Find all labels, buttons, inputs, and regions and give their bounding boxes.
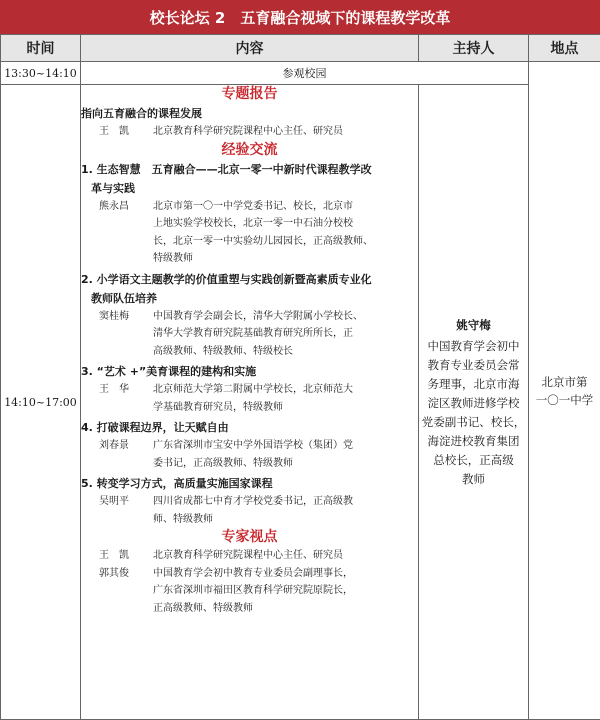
speaker-name: 窦桂梅 [99, 310, 129, 322]
speaker-desc: 四川省成都七中育才学校党委书记，正高级教 师、特级教师 [153, 496, 353, 525]
session-time: 14:10~17:00 [1, 85, 81, 720]
speaker-entry [81, 437, 418, 472]
speaker-desc: 广东省深圳市宝安中学外国语学校（集团）党 委书记，正高级教师、特级教师 [153, 440, 353, 469]
section-heading-report: 专题报告 [221, 86, 278, 102]
exchange-item [81, 160, 418, 268]
exchange-item [81, 418, 418, 472]
schedule-table [0, 34, 600, 720]
speaker-name: 王 凯 [99, 126, 129, 137]
speaker-desc: 北京市第一〇一中学党委书记、校长，北京市 上地实验学校校长，北京一零一中石油分校校 长，北京一零一中实验幼儿园园长，正高级教师、 特级教师 [153, 200, 373, 264]
speaker-entry [81, 123, 418, 141]
speaker-desc: 北京师范大学第二附属中学校长，北京师范大 学基础教育研究员，特级教师 [153, 384, 353, 413]
speaker-name: 刘春景 [99, 440, 129, 451]
item-title: 4. 打破课程边界，让天赋自由 [81, 421, 229, 434]
item-title: 2. 小学语文主题教学的价值重塑与实践创新暨高素质专业化 教师队伍培养 [81, 272, 372, 305]
session-content [81, 85, 419, 720]
item-title: 3. “艺术 +”美育课程的建构和实施 [81, 365, 257, 378]
speaker-entry [81, 308, 418, 361]
exchange-item [81, 270, 418, 361]
speaker-desc: 中国教育学会初中教育专业委员会副理事长， 广东省深圳市福田区教育科学研究院原院长， 正高级教师、特级教师 [153, 567, 353, 614]
speaker-name: 王 华 [99, 384, 129, 395]
header-venue: 地点 [529, 35, 600, 62]
host-name: 姚守梅 [456, 317, 491, 332]
exchange-item [81, 474, 418, 528]
row-visit [1, 62, 600, 85]
section-heading-expert: 专家视点 [221, 529, 278, 545]
report-topic: 指向五育融合的课程发展 [81, 107, 202, 120]
venue-line: 一〇一中学 [535, 392, 594, 407]
speaker-desc: 中国教育学会副会长，清华大学附属小学校长、 清华大学教育研究院基础教育研究所所长，正 高级教师、特级教师、特级校长 [153, 310, 363, 357]
speaker-name: 熊永昌 [99, 200, 129, 212]
speaker-desc: 北京教育科学研究院课程中心主任、研究员 [153, 550, 343, 561]
speaker-entry [81, 565, 418, 618]
header-content: 内容 [81, 35, 419, 62]
speaker-entry [81, 547, 418, 565]
speaker-entry [81, 493, 418, 528]
visit-time: 13:30~14:10 [1, 62, 81, 85]
host-cell [419, 85, 529, 720]
visit-content: 参观校园 [81, 62, 529, 85]
speaker-entry [81, 381, 418, 416]
section-heading-exchange: 经验交流 [221, 141, 278, 158]
item-title: 5. 转变学习方式，高质量实施国家课程 [81, 477, 273, 490]
header-host: 主持人 [419, 35, 529, 62]
header-time: 时间 [1, 35, 81, 62]
speaker-name: 王 凯 [99, 550, 129, 561]
forum-title: 校长论坛 2 五育融合视域下的课程教学改革 [0, 0, 600, 34]
venue-cell [529, 62, 600, 720]
speaker-name: 吴明平 [99, 496, 129, 507]
speaker-desc: 北京教育科学研究院课程中心主任、研究员 [153, 126, 343, 137]
row-session [1, 85, 600, 720]
speaker-name: 郭其俊 [99, 567, 129, 579]
venue-line: 北京市第 [541, 374, 588, 389]
header-row [1, 35, 600, 62]
exchange-item [81, 362, 418, 416]
item-title: 1. 生态智慧 五育融合——北京一零一中新时代课程教学改 革与实践 [81, 162, 372, 195]
speaker-entry [81, 198, 418, 268]
host-desc: 中国教育学会初中 教育专业委员会常 务理事，北京市海 淀区教师进修学校 党委副书记、校长， 海淀进校教育集团 总校长，正高级 教师 [421, 338, 526, 486]
